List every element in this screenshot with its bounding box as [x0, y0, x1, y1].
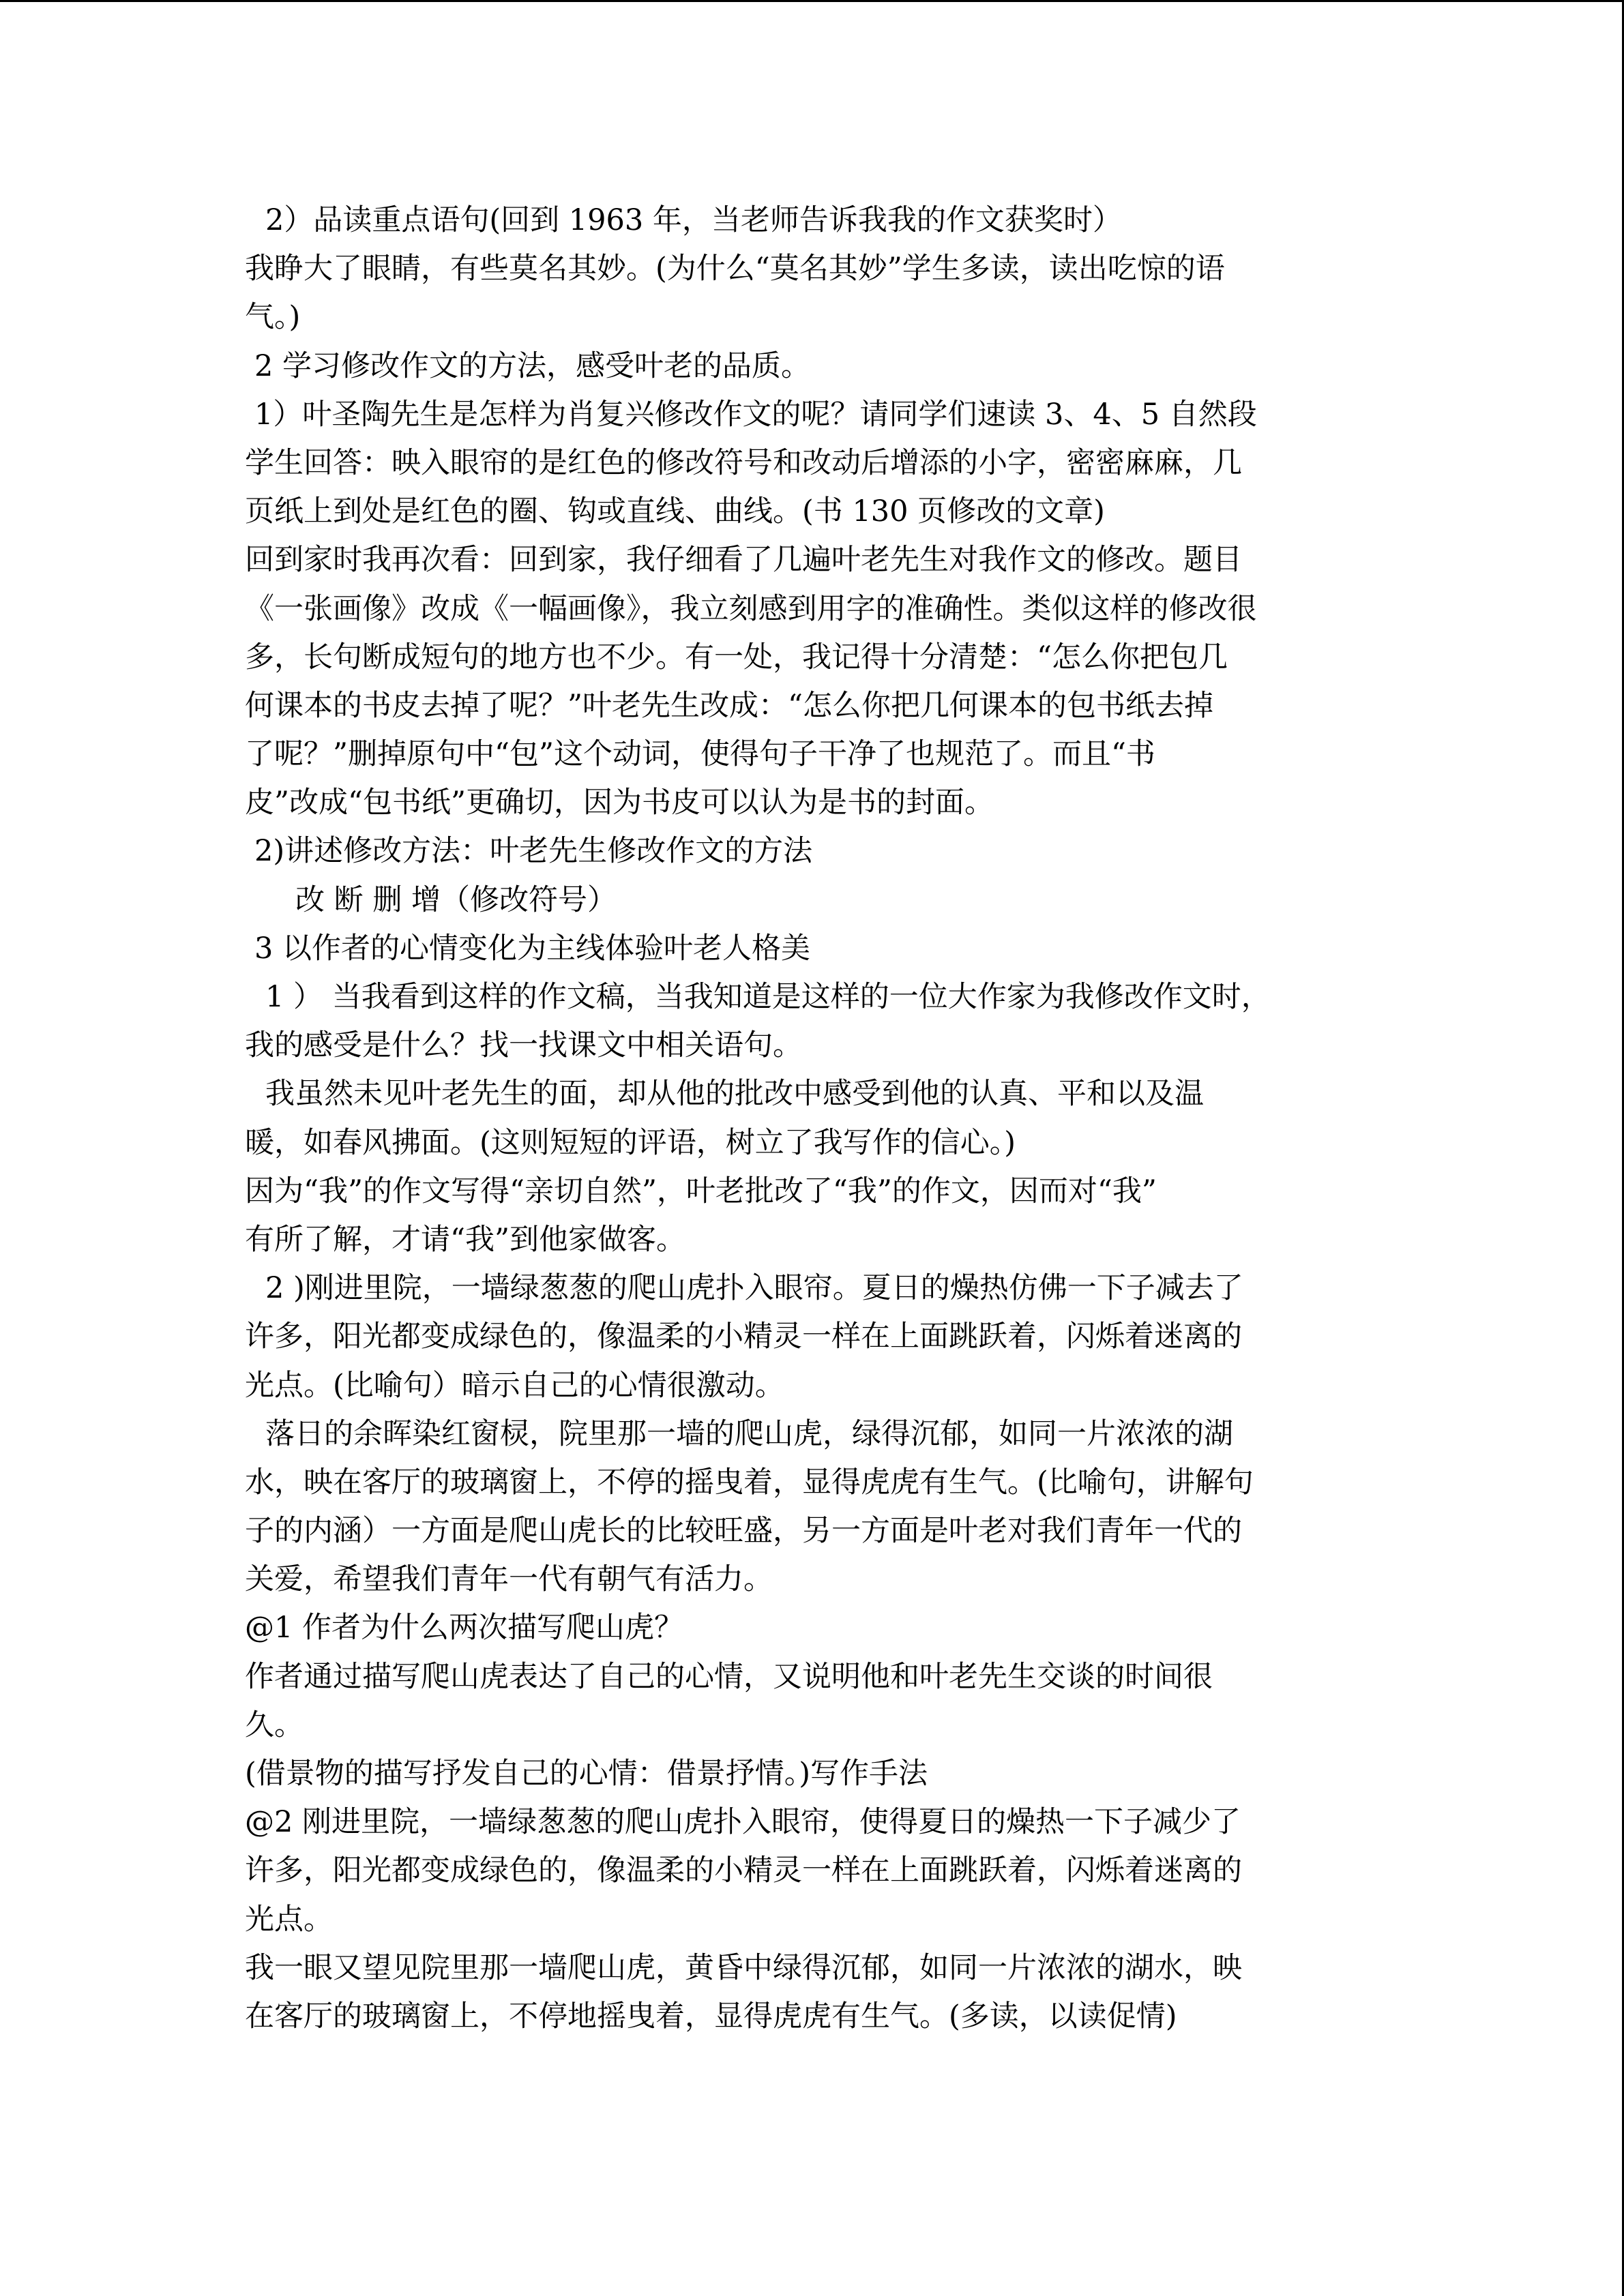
text-line: 页纸上到处是红色的圈、钩或直线、曲线。(书 130 页修改的文章) [245, 494, 1105, 529]
text-line: 我虽然未见叶老先生的面，却从他的批改中感受到他的认真、平和以及温 [265, 1077, 1204, 1112]
text-line: 子的内涵）一方面是爬山虎长的比较旺盛，另一方面是叶老对我们青年一代的 [245, 1514, 1242, 1549]
text-line: 改 断 删 增（修改符号） [295, 882, 617, 917]
text-line: @2 刚进里院，一墙绿葱葱的爬山虎扑入眼帘，使得夏日的燥热一下子减少了 [245, 1805, 1241, 1840]
text-line: 有所了解，才请“我”到他家做客。 [245, 1222, 685, 1257]
page-top-border [0, 0, 1624, 2]
text-line: 光点。 [245, 1902, 333, 1937]
text-line: 在客厅的玻璃窗上，不停地摇曳着，显得虎虎有生气。(多读，以读促情) [245, 1999, 1177, 2033]
text-line: 1 ） 当我看到这样的作文稿，当我知道是这样的一位大作家为我修改作文时， [265, 980, 1271, 1014]
text-line: 2)讲述修改方法：叶老先生修改作文的方法 [254, 834, 813, 869]
text-line: @1 作者为什么两次描写爬山虎？ [245, 1611, 684, 1645]
text-line: 气。) [245, 300, 301, 335]
text-line: 3 以作者的心情变化为主线体验叶老人格美 [254, 931, 811, 966]
text-line: 落日的余晖染红窗棂，院里那一墙的爬山虎，绿得沉郁，如同一片浓浓的湖 [265, 1416, 1233, 1451]
text-line: 暖，如春风拂面。(这则短短的评语，树立了我写作的信心。) [245, 1125, 1016, 1160]
text-line: 1）叶圣陶先生是怎样为肖复兴修改作文的呢？请同学们速读 3、4、5 自然段 [254, 397, 1257, 432]
text-line: 回到家时我再次看：回到家，我仔细看了几遍叶老先生对我作文的修改。题目 [245, 543, 1242, 578]
text-line: 水，映在客厅的玻璃窗上，不停的摇曳着，显得虎虎有生气。(比喻句，讲解句 [245, 1465, 1254, 1500]
text-line: 2）品读重点语句(回到 1963 年，当老师告诉我我的作文获奖时） [265, 203, 1122, 237]
document-body [245, 196, 1391, 2041]
text-line: 光点。(比喻句）暗示自己的心情很激动。 [245, 1368, 784, 1403]
text-line: (借景物的描写抒发自己的心情：借景抒情。)写作手法 [245, 1757, 928, 1791]
text-line: 关爱，希望我们青年一代有朝气有活力。 [245, 1562, 773, 1597]
text-line: 许多，阳光都变成绿色的，像温柔的小精灵一样在上面跳跃着，闪烁着迷离的 [245, 1320, 1242, 1354]
text-line: 我一眼又望见院里那一墙爬山虎，黄昏中绿得沉郁，如同一片浓浓的湖水，映 [245, 1950, 1242, 1985]
text-line: 许多，阳光都变成绿色的，像温柔的小精灵一样在上面跳跃着，闪烁着迷离的 [245, 1853, 1242, 1888]
text-line: 《一张画像》改成《一幅画像》，我立刻感到用字的准确性。类似这样的修改很 [245, 591, 1257, 626]
text-line: 我的感受是什么？找一找课文中相关语句。 [245, 1028, 802, 1063]
text-line: 皮”改成“包书纸”更确切，因为书皮可以认为是书的封面。 [245, 786, 994, 820]
text-line: 作者通过描写爬山虎表达了自己的心情，又说明他和叶老先生交谈的时间很 [245, 1659, 1213, 1694]
text-line: 了呢？”删掉原句中“包”这个动词，使得句子干净了也规范了。而且“书 [245, 737, 1155, 772]
text-line: 久。 [245, 1708, 304, 1742]
text-line: 因为“我”的作文写得“亲切自然”，叶老批改了“我”的作文，因而对“我” [245, 1174, 1157, 1208]
text-line: 多，长句断成短句的地方也不少。有一处，我记得十分清楚：“怎么你把包几 [245, 640, 1228, 674]
text-line: 2 )刚进里院，一墙绿葱葱的爬山虎扑入眼帘。夏日的燥热仿佛一下子减去了 [265, 1271, 1243, 1306]
text-line: 我睁大了眼睛，有些莫名其妙。(为什么“莫名其妙”学生多读，读出吃惊的语 [245, 252, 1225, 286]
text-line: 学生回答：映入眼帘的是红色的修改符号和改动后增添的小字，密密麻麻，几 [245, 445, 1242, 480]
text-line: 何课本的书皮去掉了呢？”叶老先生改成：“怎么你把几何课本的包书纸去掉 [245, 688, 1213, 723]
text-line: 2 学习修改作文的方法，感受叶老的品质。 [254, 348, 811, 383]
